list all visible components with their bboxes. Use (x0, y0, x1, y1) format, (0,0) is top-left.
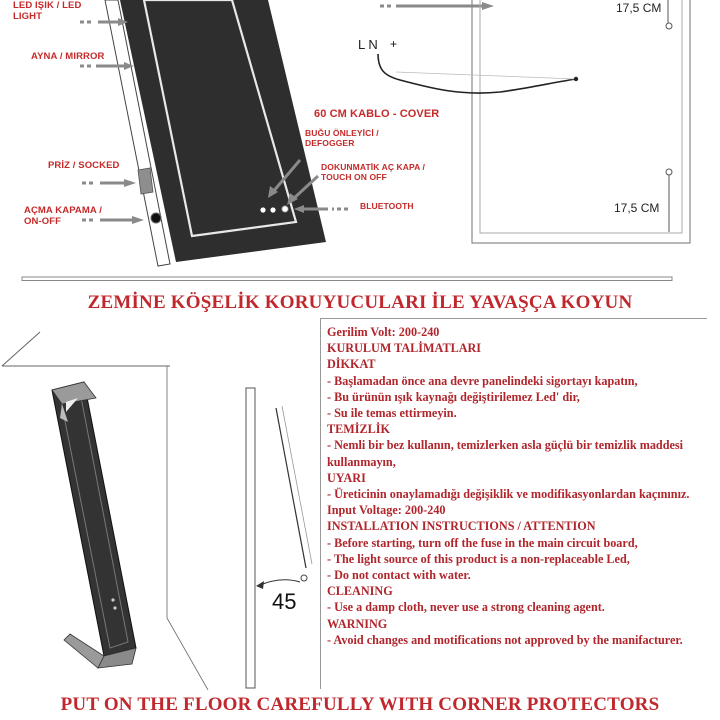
socket-icon (138, 168, 153, 194)
svg-text:+: + (390, 37, 398, 51)
leaning-mirror-diagram (0, 318, 325, 690)
instruction-line: TEMİZLİK (327, 422, 390, 437)
instruction-line: Input Voltage: 200-240 (327, 503, 446, 518)
instruction-line: UYARI (327, 470, 366, 485)
bottom-dimension: 17,5 CM (614, 201, 660, 215)
instruction-line: - Avoid changes and motifications not approved by the manifacturer. (327, 632, 683, 647)
angle-label: 45 (272, 589, 297, 614)
instruction-line: WARNING (327, 616, 388, 631)
instruction-line: - Use a damp cloth, never use a strong cleaning agent. (327, 600, 605, 615)
wiring-label: L N (358, 37, 378, 52)
mirror-label: AYNA / MIRROR (31, 51, 105, 62)
instruction-line: - Üreticinin onaylamadığı değişiklik ve modifikasyonlardan kaçınınız. (327, 487, 690, 502)
cable-label: 60 CM KABLO - COVER (314, 108, 440, 120)
socket-label: PRİZ / SOCKED (48, 160, 120, 171)
instruction-line: - The light source of this product is a non-replaceable Led, (327, 551, 630, 566)
on-off-label: AÇMA KAPAMA / ON-OFF (24, 205, 102, 227)
instruction-line: - Do not contact with water. (327, 568, 471, 583)
instruction-line: Gerilim Volt: 200-240 (327, 325, 440, 339)
turkish-banner: ZEMİNE KÖŞELİK KORUYUCULARI İLE YAVAŞÇA KOYUN (87, 292, 633, 313)
instruction-line: - Nemli bir bez kullanın, temizlerken asla güçlü bir temizlik maddesi kullanmayın, (327, 438, 684, 469)
instruction-line: - Before starting, turn off the fuse in the main circuit board, (327, 535, 638, 550)
defogger-label: BUĞU ÖNLEYİCİ / DEFOGGER (305, 128, 379, 148)
led-light-label: LED IŞIK / LED LIGHT (13, 0, 82, 22)
touch-label: DOKUNMATİK AÇ KAPA / TOUCH ON OFF (321, 162, 425, 182)
instruction-line: KURULUM TALİMATLARI (327, 341, 482, 356)
instructions-text (327, 324, 711, 648)
instruction-line: - Başlamadan önce ana devre panelindeki sigortayı kapatın, (327, 373, 638, 388)
on-off-knob-icon (151, 213, 161, 223)
instruction-line: - Bu ürünün ışık kaynağı değiştirilemez Led' dir, (327, 389, 580, 404)
instruction-line: INSTALLATION INSTRUCTIONS / ATTENTION (327, 519, 596, 534)
top-dimension: 17,5 CM (616, 1, 662, 15)
bluetooth-label: BLUETOOTH (360, 201, 414, 211)
instruction-line: - Su ile temas ettirmeyin. (327, 406, 457, 421)
english-banner: PUT ON THE FLOOR CAREFULLY WITH CORNER PROTECTORS (60, 694, 660, 715)
instruction-line: DİKKAT (327, 357, 376, 372)
instruction-line: CLEANING (327, 584, 393, 599)
